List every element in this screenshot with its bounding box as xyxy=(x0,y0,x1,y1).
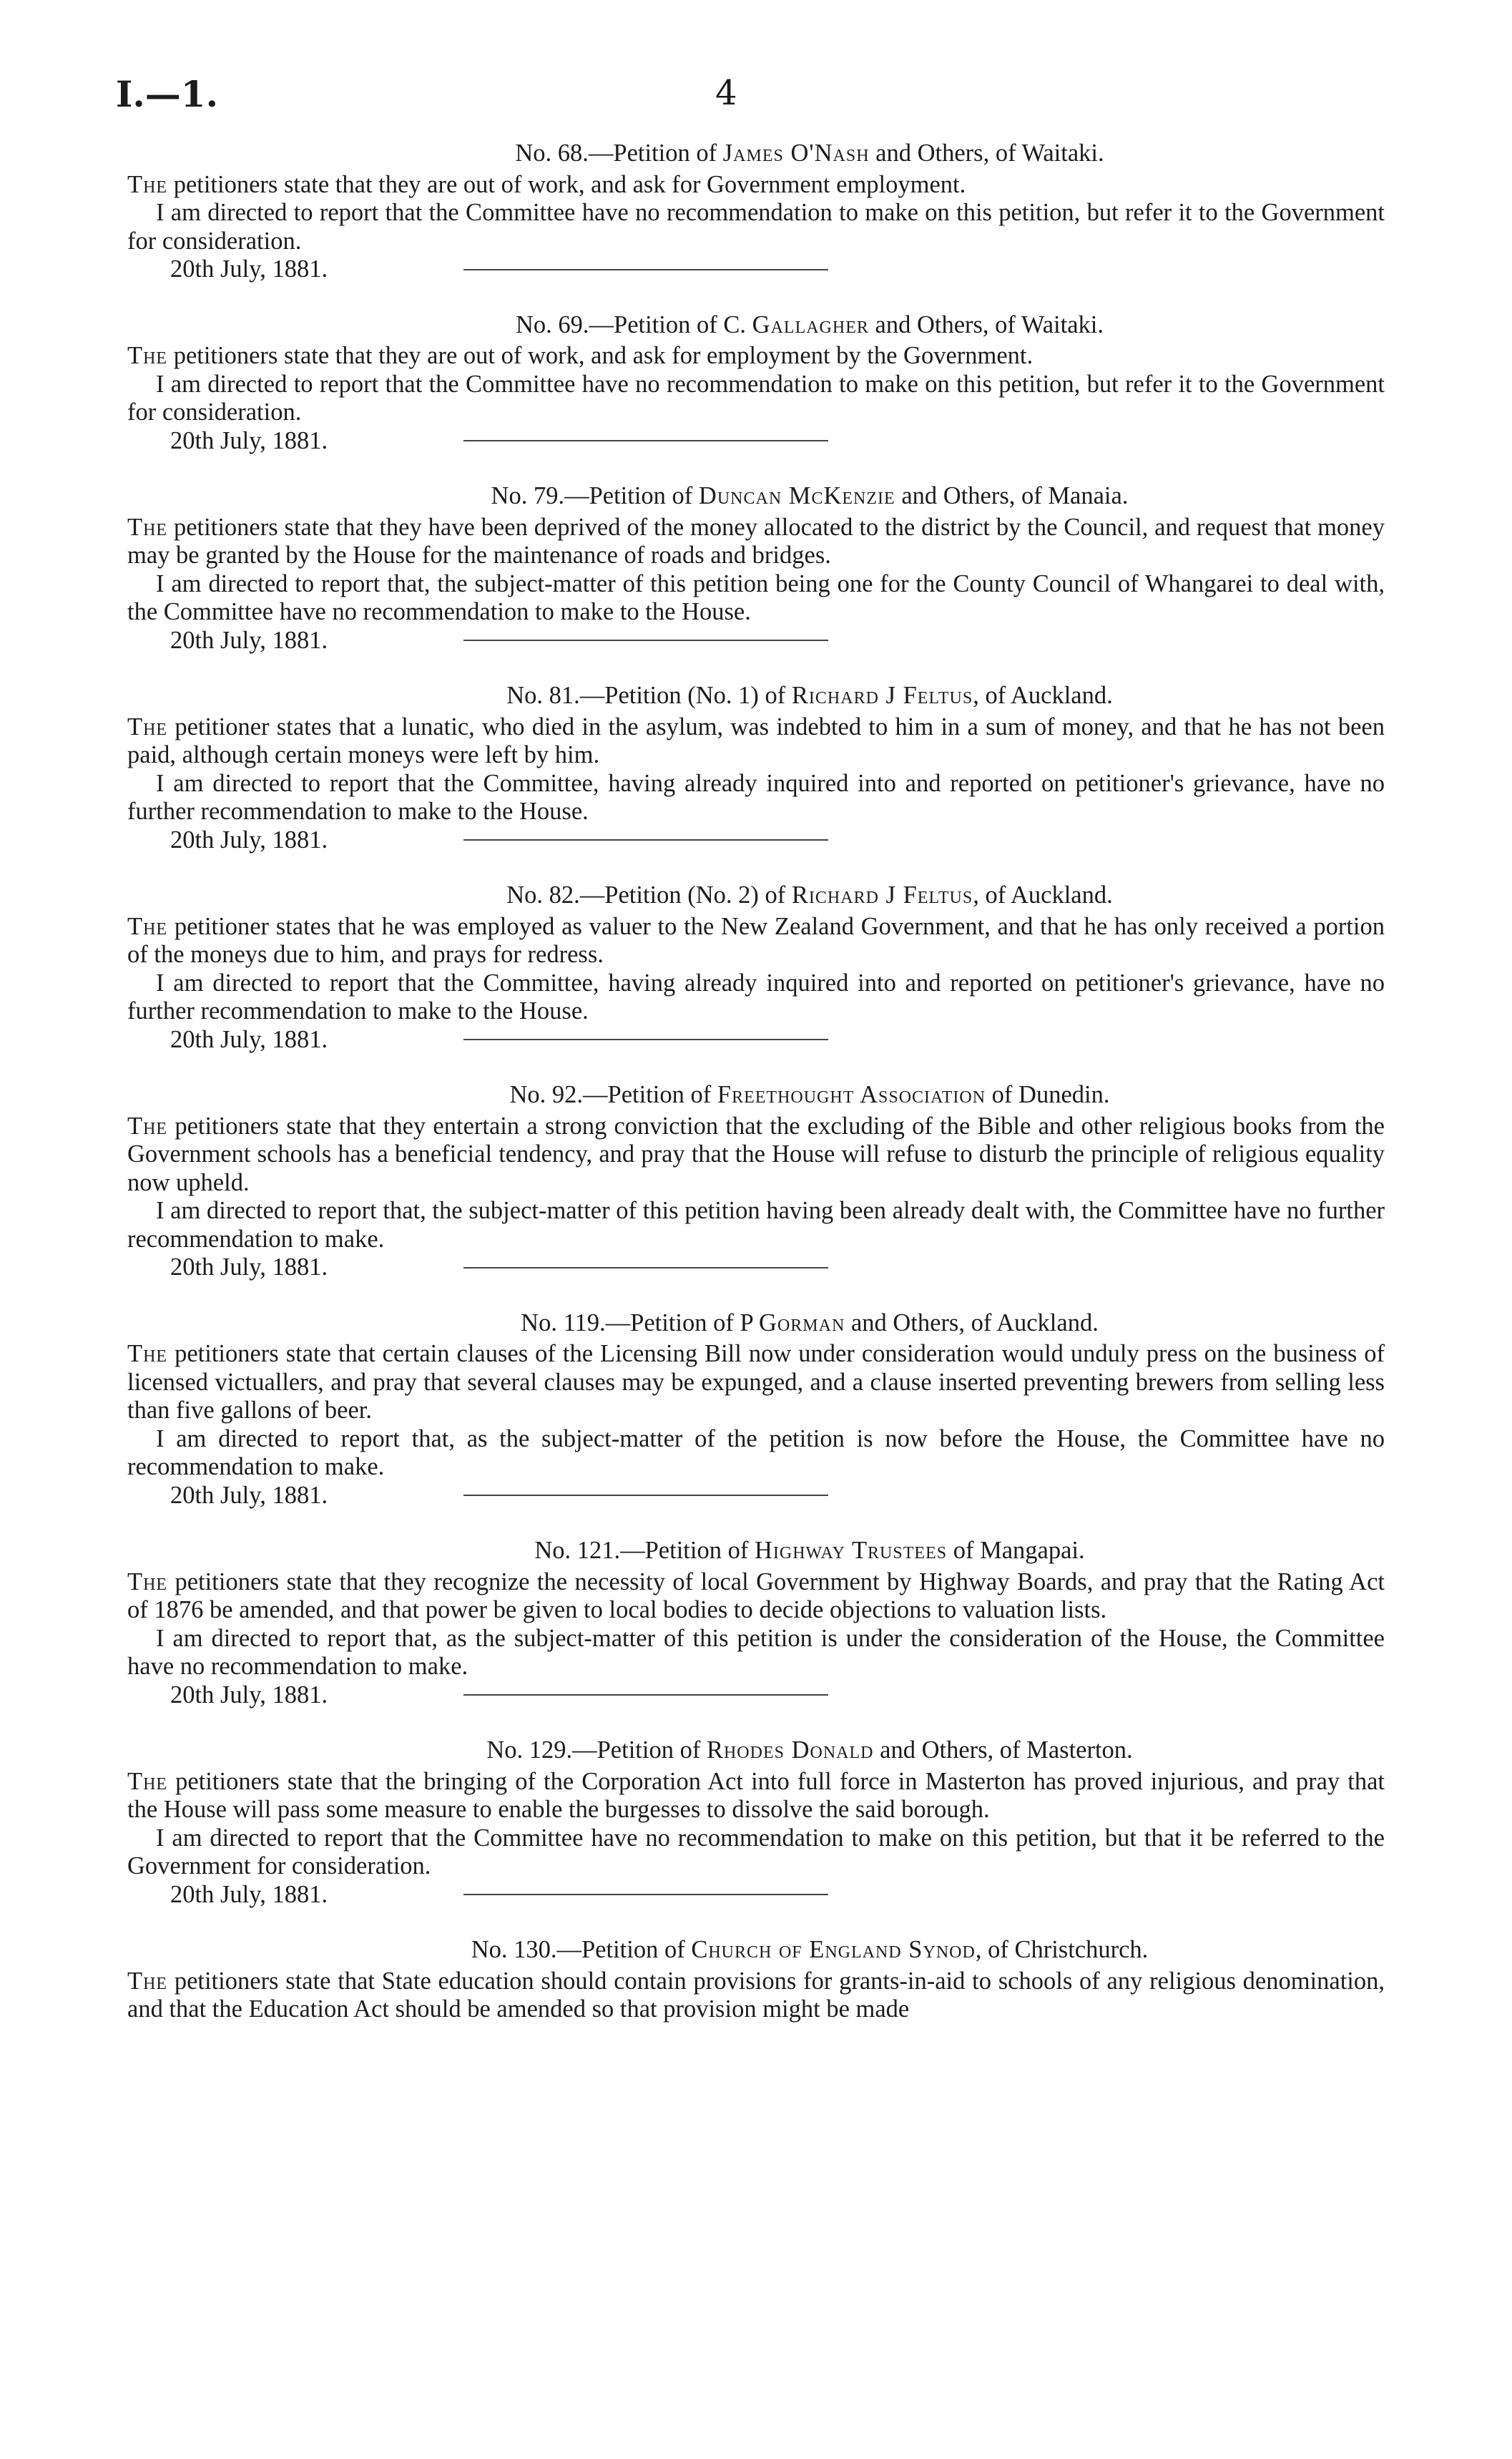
section-divider xyxy=(463,1894,828,1895)
petitioner-name: Rhodes Donald xyxy=(706,1736,874,1764)
page-header xyxy=(0,66,1512,123)
petitioner-name: Richard J Feltus xyxy=(791,881,973,909)
petition-entry xyxy=(127,1936,1385,2024)
petition-statement: The petitioners state that the bringing of the Corporation Act into full force in Masterton has proved injurious, and pray that the House will pass some measure to enable the burgesses to dissolve the said borough. xyxy=(127,1767,1385,1823)
petitioner-name: Gallagher xyxy=(752,311,869,338)
section-divider xyxy=(463,440,828,441)
document-series: I.—1. xyxy=(116,73,218,115)
petition-title: No. 79.—Petition of Duncan McKenzie and Others, of Manaia. xyxy=(491,482,1129,509)
petitions-list xyxy=(127,140,1385,2024)
section-divider xyxy=(463,1039,828,1040)
committee-report: I am directed to report that the Committee have no recommendation to make on this petition, but refer it to the Government for consideration. xyxy=(127,370,1385,426)
petition-title: No. 130.—Petition of Church of England Synod, of Christchurch. xyxy=(471,1936,1149,1963)
petition-statement: The petitioner states that a lunatic, who died in the asylum, was indebted to him in a sum of money, and that he has not been paid, although certain moneys were left by him. xyxy=(127,713,1385,768)
petition-statement: The petitioners state that State education should contain provisions for grants-in-aid to schools of any religious denomination, and that the Education Act should be amended so that provision might be made xyxy=(127,1967,1385,2023)
petition-title: No. 129.—Petition of Rhodes Donald and Others, of Masterton. xyxy=(486,1736,1133,1764)
petition-entry xyxy=(127,482,1385,655)
petition-entry xyxy=(127,311,1385,456)
section-divider xyxy=(463,1267,828,1268)
petition-title: No. 81.—Petition (No. 1) of Richard J Feltus, of Auckland. xyxy=(506,682,1113,709)
report-date: 20th July, 1881. xyxy=(170,255,1385,284)
petition-statement: The petitioners state that they have been deprived of the money allocated to the district by the Council, and request that money may be granted by the House for the maintenance of roads and bridges. xyxy=(127,513,1385,569)
report-date: 20th July, 1881. xyxy=(170,826,1385,855)
petition-entry xyxy=(127,1537,1385,1709)
report-date: 20th July, 1881. xyxy=(170,1026,1385,1055)
petition-statement: The petitioners state that they recognize the necessity of local Government by Highway Boards, and pray that the Rating Act of 1876 be amended, and that power be given to local bodies to decide objections to valuation lists. xyxy=(127,1568,1385,1623)
petitioner-name: Church of England Synod xyxy=(691,1936,976,1963)
petition-entry xyxy=(127,1736,1385,1909)
section-divider xyxy=(463,1694,828,1696)
committee-report: I am directed to report that the Committee, having already inquired into and reported on petitioner's grievance, have no further recommendation to make to the House. xyxy=(127,769,1385,825)
report-date: 20th July, 1881. xyxy=(170,1482,1385,1510)
petition-title: No. 69.—Petition of C. Gallagher and Others, of Waitaki. xyxy=(516,311,1104,338)
petitioner-name: Duncan McKenzie xyxy=(698,482,895,509)
petition-title: No. 121.—Petition of Highway Trustees of Mangapai. xyxy=(534,1537,1085,1564)
petition-statement: The petitioners state that certain clauses of the Licensing Bill now under consideration would unduly press on the business of licensed victuallers, and pray that several clauses may be expunged, and a clause inserted preventing brewers from selling less than five gallons of beer. xyxy=(127,1340,1385,1424)
petition-statement: The petitioner states that he was employed as valuer to the New Zealand Government, and that he has only received a portion of the moneys due to him, and prays for redress. xyxy=(127,912,1385,968)
petitioner-name: Richard J Feltus xyxy=(791,682,973,709)
petitioner-name: Freethought Association xyxy=(717,1081,986,1108)
committee-report: I am directed to report that, as the subject-matter of this petition is under the consideration of the House, the Committee have no recommendation to make. xyxy=(127,1624,1385,1680)
section-divider xyxy=(463,640,828,641)
report-date: 20th July, 1881. xyxy=(170,627,1385,655)
section-divider xyxy=(463,269,828,270)
committee-report: I am directed to report that, the subject-matter of this petition being one for the County Council of Whangarei to deal with, the Committee have no recommendation to make to the House. xyxy=(127,569,1385,625)
report-date: 20th July, 1881. xyxy=(170,1253,1385,1282)
report-date: 20th July, 1881. xyxy=(170,1881,1385,1910)
petition-statement: The petitioners state that they entertain a strong conviction that the excluding of the Bible and other religious books from the Government schools has a beneficial tendency, and pray that the House will refuse to disturb the principle of religious equality now upheld. xyxy=(127,1112,1385,1196)
section-divider xyxy=(463,1495,828,1496)
petitioner-name: Highway Trustees xyxy=(754,1537,948,1564)
petitioner-name: James O'Nash xyxy=(722,140,870,167)
committee-report: I am directed to report that the Committee have no recommendation to make on this petition, but refer it to the Government for consideration. xyxy=(127,199,1385,255)
page-number: 4 xyxy=(715,73,737,113)
report-date: 20th July, 1881. xyxy=(170,1681,1385,1710)
petition-title: No. 119.—Petition of P Gorman and Others, of Auckland. xyxy=(521,1309,1099,1336)
petitioner-name: Gorman xyxy=(759,1309,845,1336)
committee-report: I am directed to report that, as the subject-matter of the petition is now before the House, the Committee have no recommendation to make. xyxy=(127,1424,1385,1480)
petition-entry xyxy=(127,1081,1385,1282)
report-date: 20th July, 1881. xyxy=(170,427,1385,456)
petition-statement: The petitioners state that they are out of work, and ask for Government employment. xyxy=(127,170,966,198)
petition-statement: The petitioners state that they are out of work, and ask for employment by the Government. xyxy=(127,342,1034,369)
section-divider xyxy=(463,839,828,841)
committee-report: I am directed to report that, the subject-matter of this petition having been already dealt with, the Committee have no further recommendation to make. xyxy=(127,1197,1385,1253)
petition-title: No. 68.—Petition of James O'Nash and Others, of Waitaki. xyxy=(515,140,1104,167)
petition-entry xyxy=(127,1309,1385,1510)
petition-entry xyxy=(127,881,1385,1054)
petition-title: No. 92.—Petition of Freethought Association of Dunedin. xyxy=(509,1081,1110,1108)
petition-entry xyxy=(127,682,1385,854)
petition-entry xyxy=(127,140,1385,284)
petition-title: No. 82.—Petition (No. 2) of Richard J Feltus, of Auckland. xyxy=(506,881,1113,909)
committee-report: I am directed to report that the Committee, having already inquired into and reported on petitioner's grievance, have no further recommendation to make to the House. xyxy=(127,969,1385,1025)
committee-report: I am directed to report that the Committee have no recommendation to make on this petition, but that it be referred to the Government for consideration. xyxy=(127,1824,1385,1879)
